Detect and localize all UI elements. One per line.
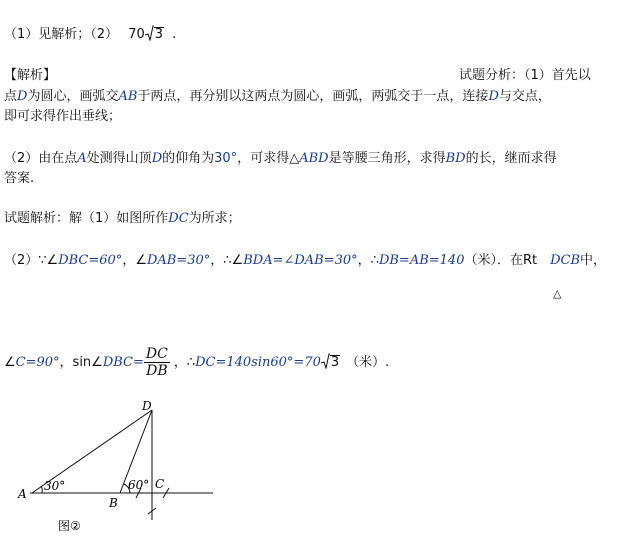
label-a: A — [18, 487, 27, 501]
angle-b-label: 60° — [128, 478, 150, 492]
answer-end: . — [172, 27, 177, 42]
expr: C=90° — [15, 355, 60, 370]
figure-caption: 图② — [58, 519, 81, 533]
arc-a — [41, 486, 42, 493]
var-bd: BD — [445, 151, 466, 166]
text: 的仰角为 — [162, 151, 215, 166]
var-a: A — [77, 151, 87, 166]
var-d: D — [17, 89, 28, 104]
analysis-p1-line3: 即可求得作出垂线； — [4, 109, 122, 124]
text: ，∴ — [173, 355, 196, 370]
text: （米）. — [346, 355, 390, 370]
angle-value: 30° — [214, 151, 238, 166]
text: 处测得山顶 — [86, 151, 152, 166]
text: 为圆心，画弧交 — [27, 89, 119, 104]
text: 为所求； — [188, 211, 241, 226]
text: （2）由在点 — [4, 151, 78, 166]
text: （米）．在Rt — [464, 253, 551, 268]
text: 于两点，再分别以这两点为圆心，画弧，两弧交于一点，连接 — [137, 89, 489, 104]
expr: DBC=60° — [58, 253, 123, 268]
expr: DBC= — [102, 355, 144, 370]
expr: DB=AB=140 — [378, 253, 465, 268]
label-c: C — [155, 477, 165, 491]
radicand: 3 — [330, 355, 340, 370]
text: ∠ — [4, 355, 16, 370]
text: （2）∵∠ — [4, 253, 59, 268]
label-b: B — [109, 496, 118, 510]
expr: DAB=30° — [146, 253, 211, 268]
text: 的长，继而求得 — [465, 151, 557, 166]
text: ，∴∠ — [210, 253, 244, 268]
text: 试题解析：解（1）如图所作 — [4, 211, 169, 226]
fraction-numerator: DC — [145, 346, 168, 362]
text: 点 — [4, 89, 18, 104]
text: ，可求得△ — [237, 151, 300, 166]
analysis-heading: 【解析】 — [4, 68, 57, 83]
text: 与交点， — [498, 89, 551, 104]
analysis-p2-line2: 答案. — [4, 171, 35, 186]
text: 是等腰三角形，求得 — [328, 151, 446, 166]
answer-radicand: 3 — [154, 27, 164, 42]
var-d: D — [151, 151, 163, 166]
text: ，∠ — [122, 253, 147, 268]
expr: BDA=∠DAB=30° — [243, 253, 358, 268]
var-ab: AB — [118, 89, 138, 104]
var-abd: ABD — [299, 151, 329, 166]
triangle-symbol: △ — [553, 287, 562, 300]
label-d: D — [142, 399, 152, 413]
analysis-label: 试题分析：（1）首先以 — [459, 68, 591, 83]
var-d: D — [488, 89, 499, 104]
text: ，sin∠ — [59, 355, 103, 370]
answer-text: （1）见解析；（2） — [4, 27, 119, 42]
text: 中， — [580, 253, 607, 268]
expr: DC=140sin60°=70 — [195, 355, 321, 370]
var-dcb: DCB — [550, 253, 581, 268]
fraction-denominator: DB — [146, 363, 168, 379]
var-dc: DC — [168, 211, 189, 226]
text: ，∴ — [357, 253, 379, 268]
answer-value: 70 — [128, 27, 145, 42]
angle-a-label: 30° — [44, 479, 66, 493]
